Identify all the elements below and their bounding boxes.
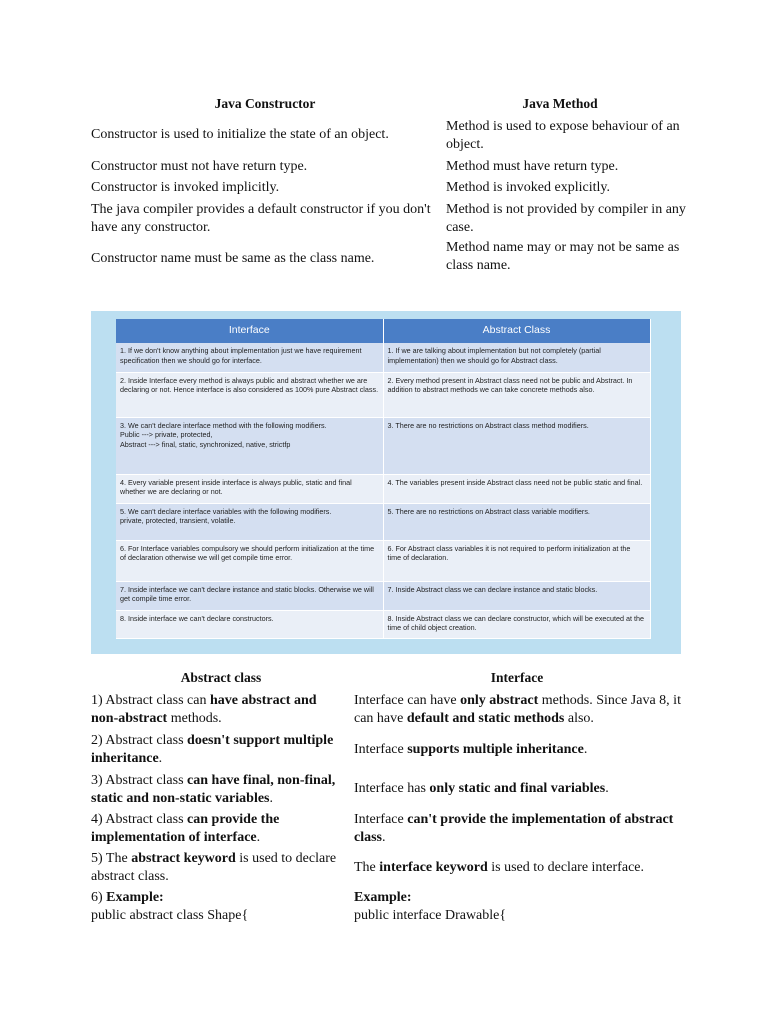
table-row	[116, 540, 650, 581]
abstract-class-heading: Abstract class	[180, 670, 262, 685]
table-cell-text: 3. We can't declare interface method with the following modifiers.	[120, 420, 327, 430]
constructor-row-2: Constructor must not have return type.	[91, 159, 308, 174]
text: 1) Abstract class can	[91, 693, 210, 708]
bold-text: Example:	[106, 890, 164, 905]
bold-text: can't provide the implementation of abstract class	[354, 812, 674, 845]
table-cell: 5. There are no restrictions on Abstract class variable modifiers.	[383, 503, 650, 540]
text: methods.	[167, 711, 222, 726]
table-cell	[116, 503, 383, 540]
table-cell: 7. Inside Abstract class we can declare instance and static blocks.	[383, 581, 650, 610]
table-row	[116, 417, 650, 474]
abstract-row-5	[91, 850, 346, 886]
method-row-3: Method is invoked explicitly.	[446, 180, 610, 195]
text: The	[354, 860, 380, 875]
comparison-table-image	[91, 311, 681, 654]
interface-row-2	[354, 741, 684, 759]
bold-text: abstract keyword	[131, 851, 236, 866]
table-row	[116, 581, 650, 610]
table-cell: 2. Inside Interface every method is always public and abstract whether we are declaring or not. Hence interface is also considered as 100% pure Abstract class.	[116, 372, 383, 417]
text: 4) Abstract class	[91, 812, 188, 827]
bold-text: supports multiple inheritance	[407, 742, 584, 757]
text: is used to declare interface.	[487, 860, 644, 875]
text: Interface	[354, 812, 408, 827]
text: .	[256, 830, 261, 845]
constructor-row-4: The java compiler provides a default constructor if you don't have any constructor.	[91, 202, 431, 235]
table-cell: 1. If we are talking about implementation but not completely (partial implementation) then we should go for Abstract class.	[383, 343, 650, 372]
abstract-row-4	[91, 811, 346, 847]
text: Interface has	[354, 781, 430, 796]
table-cell: 1. If we don't know anything about implementation just we have requirement specification then we should go for interface.	[116, 343, 383, 372]
interface-row-6	[354, 889, 684, 907]
text: .	[269, 791, 273, 806]
table-cell-text: 5. We can't declare interface variables with the following modifiers.	[120, 506, 332, 516]
bold-text: have abstract and non-abstract	[91, 693, 317, 726]
table-cell: 8. Inside Abstract class we can declare constructor, which will be executed at the time of child object creation.	[383, 610, 650, 638]
table-cell: 7. Inside interface we can't declare instance and static blocks. Otherwise we will get compile time error.	[116, 581, 383, 610]
table-cell: 4. The variables present inside Abstract class need not be public static and final.	[383, 474, 650, 503]
constructor-heading: Java Constructor	[214, 96, 316, 111]
interface-heading: Interface	[490, 670, 544, 685]
method-row-4: Method is not provided by compiler in any case.	[446, 202, 686, 235]
interface-row-3	[354, 780, 684, 798]
constructor-row-5: Constructor name must be same as the class name.	[91, 251, 375, 266]
text: .	[158, 751, 163, 766]
constructor-row-3: Constructor is invoked implicitly.	[91, 180, 280, 195]
text: 5) The	[91, 851, 132, 866]
abstract-row-1	[91, 692, 346, 728]
table-cell: 6. For Abstract class variables it is not required to perform initialization at the time of declaration.	[383, 540, 650, 581]
text: is used to declare abstract class.	[91, 851, 337, 884]
table-cell-text: Abstract ---> final, static, synchronized, native, strictfp	[120, 439, 291, 449]
text: .	[605, 781, 609, 796]
constructor-row-1: Constructor is used to initialize the state of an object.	[91, 127, 389, 142]
abstract-row-6	[91, 889, 346, 907]
bold-text: default and static methods	[406, 711, 565, 726]
table-cell: 3. There are no restrictions on Abstract class method modifiers.	[383, 417, 650, 474]
bold-text: interface keyword	[379, 860, 488, 875]
table-cell-text: Public ---> private, protected,	[120, 430, 213, 439]
bold-text: Example:	[354, 890, 412, 905]
abstract-row-3	[91, 772, 346, 808]
interface-abstract-table	[116, 319, 651, 639]
table-cell: 6. For Interface variables compulsory we should perform initialization at the time of declaration otherwise we will get compile time error.	[116, 540, 383, 581]
text: .	[583, 742, 588, 757]
method-row-5: Method name may or may not be same as class name.	[446, 240, 680, 273]
abstract-example-code: public abstract class Shape{	[91, 908, 249, 923]
text: Interface	[354, 742, 408, 757]
text: 3) Abstract class	[91, 773, 188, 788]
table-row	[116, 372, 650, 417]
method-row-1: Method is used to expose behaviour of an object.	[446, 119, 680, 152]
table-cell: 4. Every variable present inside interface is always public, static and final whether we are declaring or not.	[116, 474, 383, 503]
table-row	[116, 474, 650, 503]
table-cell: 2. Every method present in Abstract class need not be public and Abstract. In addition to abstract methods we can take concrete methods also.	[383, 372, 650, 417]
text: Interface can have	[354, 693, 461, 708]
abstract-row-2	[91, 732, 346, 768]
text: .	[382, 830, 386, 845]
text: methods. Since Java 8, it can have	[354, 693, 681, 726]
interface-row-1	[354, 692, 684, 728]
table-header-abstract-class: Abstract Class	[383, 319, 650, 343]
table-row	[116, 343, 650, 372]
bold-text: can provide the implementation of interface	[91, 812, 280, 845]
bold-text: doesn't support multiple inheritance	[91, 733, 334, 766]
method-row-2: Method must have return type.	[446, 159, 619, 174]
table-header-interface: Interface	[116, 319, 383, 343]
table-row	[116, 610, 650, 638]
bold-text: only static and final variables	[429, 781, 606, 796]
table-cell: 8. Inside interface we can't declare constructors.	[116, 610, 383, 638]
bold-text: only abstract	[460, 693, 539, 708]
interface-row-4	[354, 811, 684, 847]
table-cell-text: private, protected, transient, volatile.	[120, 516, 236, 525]
table-cell	[116, 417, 383, 474]
method-heading: Java Method	[522, 96, 598, 111]
bold-text: can have final, non-final, static and non-static variables	[91, 773, 336, 806]
text: also.	[564, 711, 594, 726]
table-row	[116, 503, 650, 540]
text: 6)	[91, 890, 107, 905]
text: 2) Abstract class	[91, 733, 188, 748]
interface-row-5	[354, 859, 684, 877]
interface-example-code: public interface Drawable{	[354, 908, 507, 923]
